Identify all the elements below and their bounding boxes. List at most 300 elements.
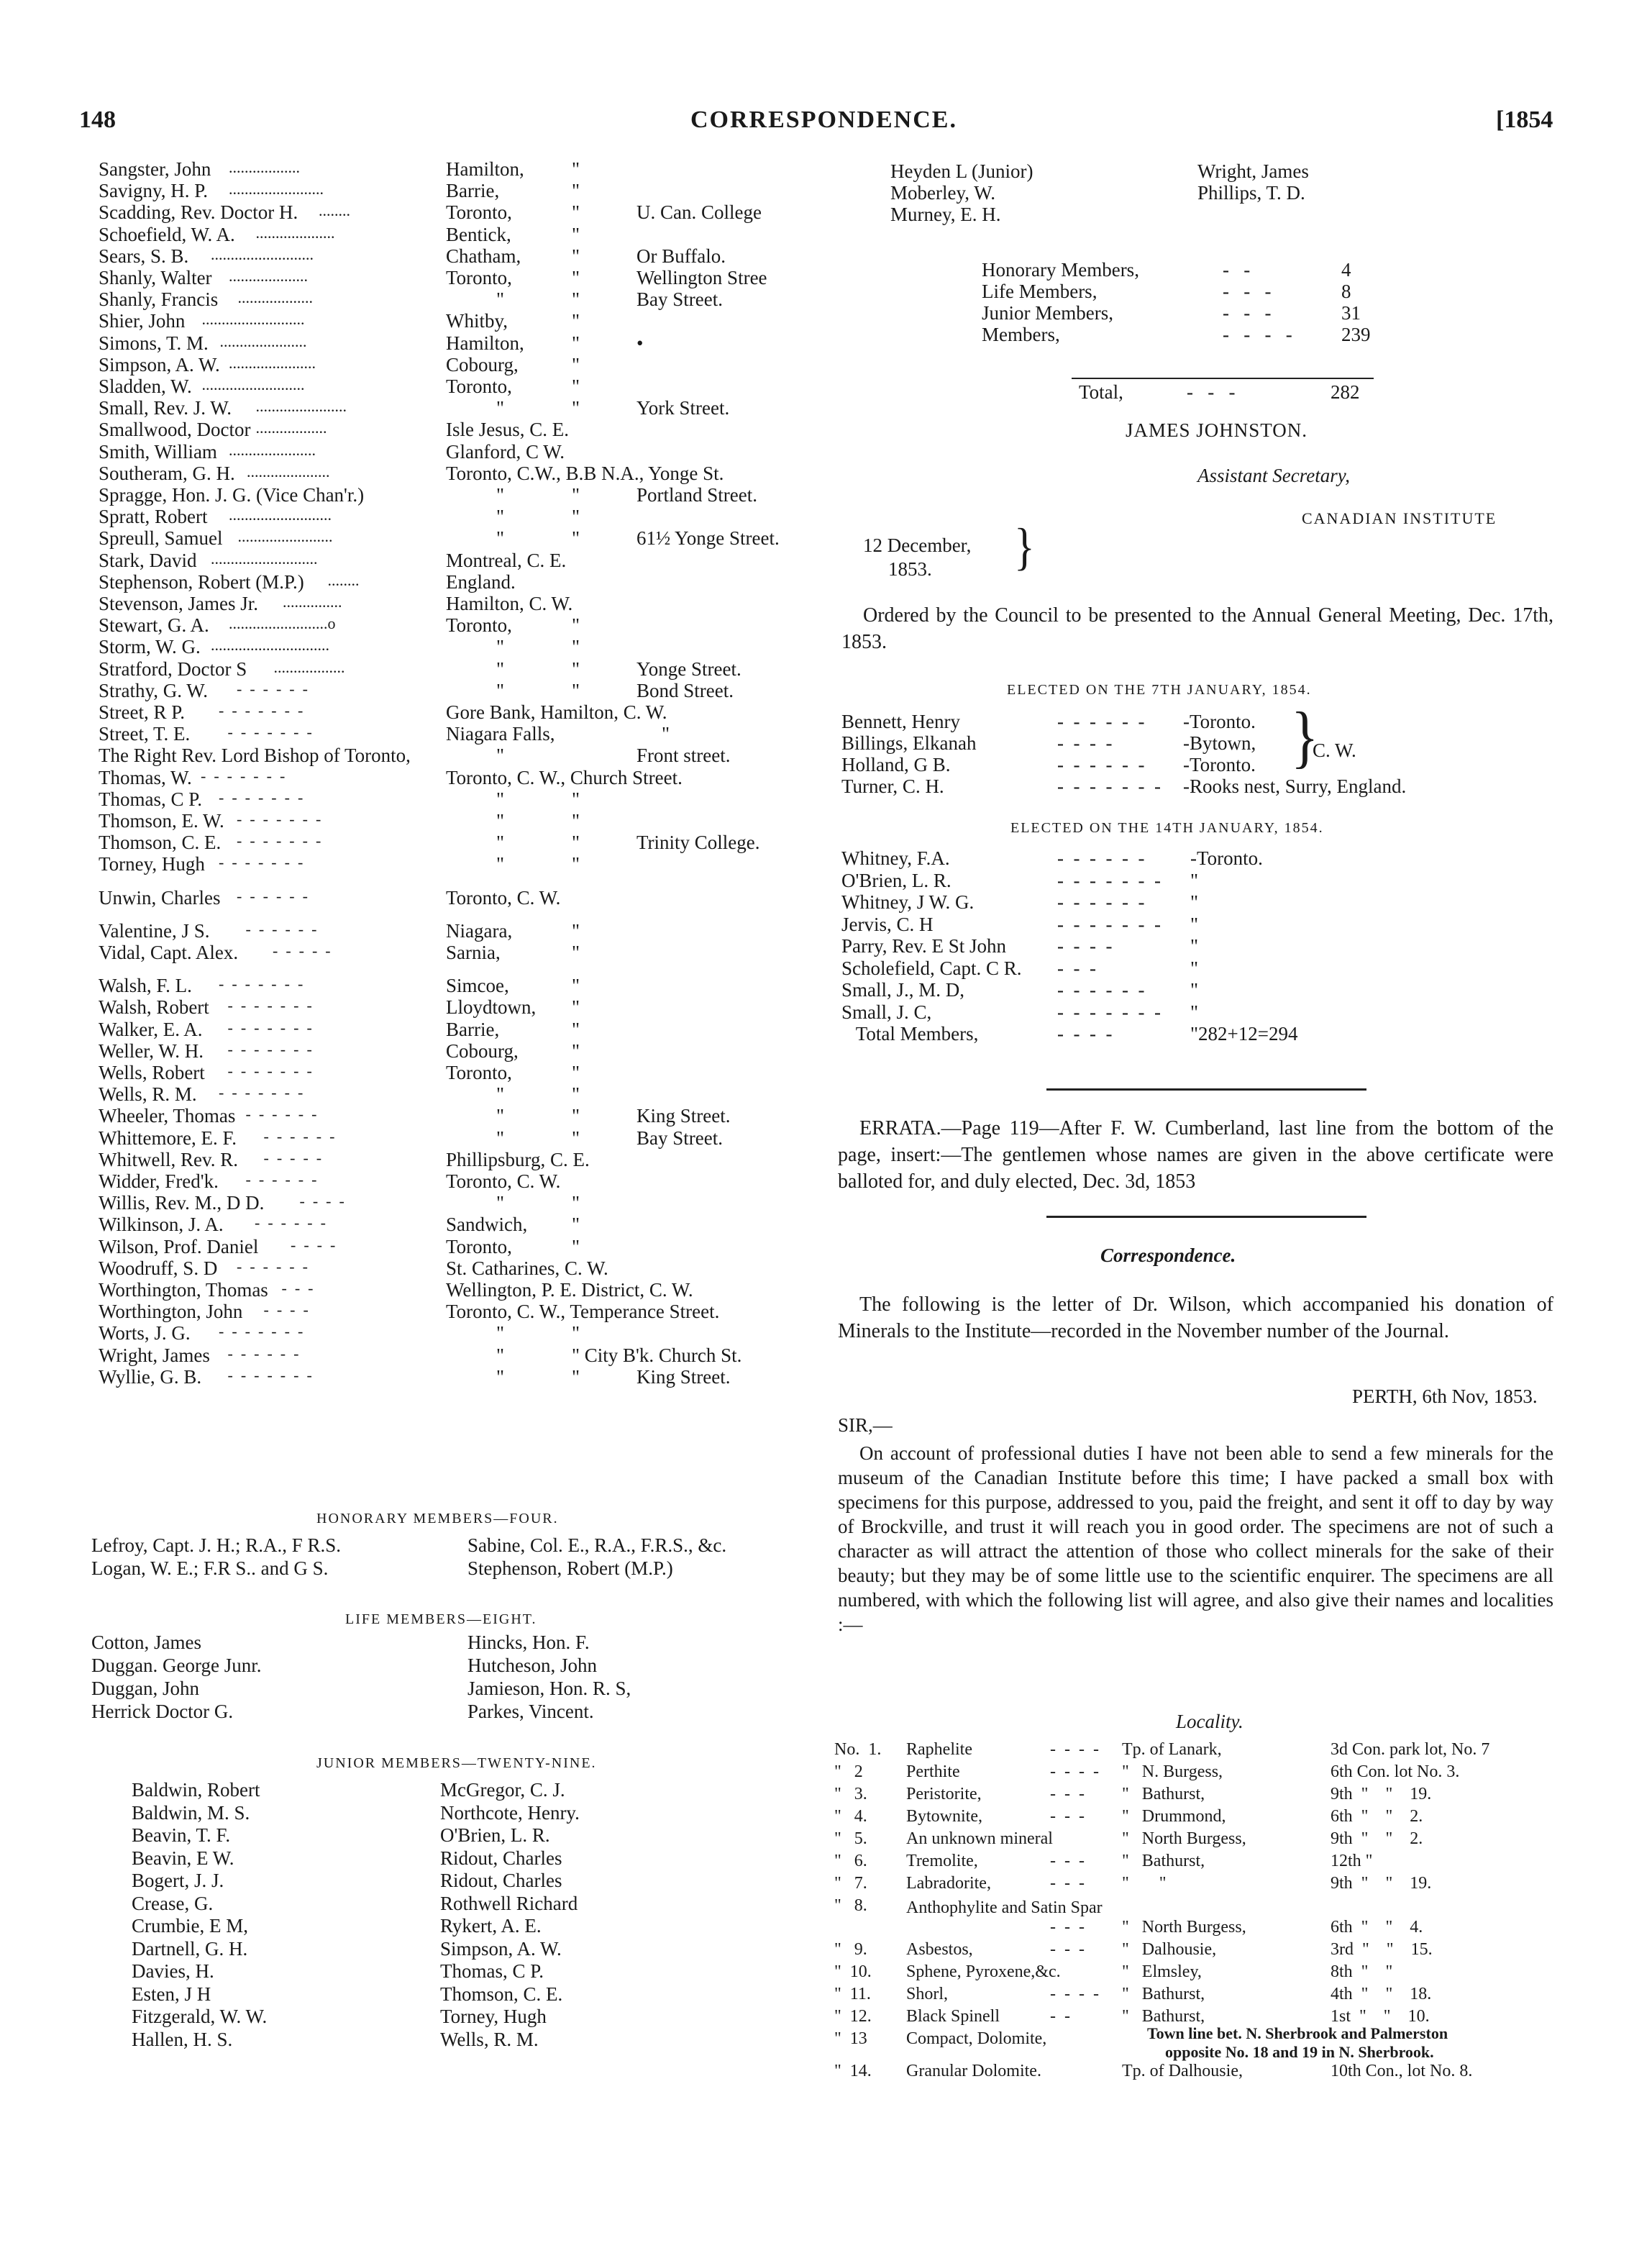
mineral-locality: " Bathurst, <box>1122 1852 1205 1870</box>
leader-dots: - - - - - - <box>237 1105 317 1124</box>
member-name: Wells, R. M. <box>99 1083 197 1106</box>
member-name: Northcote, Henry. <box>440 1801 580 1824</box>
member-name: Billings, Elkanah <box>841 732 977 754</box>
member-place: " <box>496 288 505 311</box>
member-place: " <box>496 636 505 658</box>
member-name: Simpson, A. W. <box>99 353 220 376</box>
leader-dots: ....................... <box>255 397 347 416</box>
member-street: 61½ Yonge Street. <box>636 527 780 550</box>
member-name: Widder, Fred'k. <box>99 1170 219 1192</box>
member-name: Shier, John <box>99 310 186 332</box>
member-street: Wellington Stree <box>636 267 767 288</box>
member-street: Trinity College. <box>636 832 760 854</box>
member-place: " <box>496 1322 505 1344</box>
member-place: -Toronto. <box>1183 711 1256 732</box>
leader-dots: .......................... <box>211 245 314 263</box>
member-name: Simons, T. M. <box>99 332 209 354</box>
member-name: Holland, G B. <box>841 754 951 775</box>
member-name: Crumbie, E M, <box>132 1915 248 1937</box>
member-name: Whittemore, E. F. <box>99 1127 237 1149</box>
ditto-mark: " <box>572 158 580 180</box>
leader-dots: .................... <box>229 267 308 285</box>
ditto-mark: " <box>1190 935 1199 957</box>
leader-dashes: - - - <box>1050 1940 1085 1959</box>
member-name: Crease, G. <box>132 1892 214 1914</box>
mineral-lot: 6th Con. lot No. 3. <box>1331 1762 1460 1781</box>
leader-dots: - - - - - - <box>237 1170 317 1188</box>
member-name: Beavin, E W. <box>132 1847 234 1869</box>
member-name: Bogert, J. J. <box>132 1870 224 1891</box>
member-street: Portland Street. <box>636 484 757 506</box>
member-name: Thomson, E. W. <box>99 810 224 832</box>
leader-dashes: - - - - <box>1057 1023 1113 1045</box>
member-name: Stephenson, Robert (M.P.) <box>99 570 304 593</box>
leader-dots: ...................... <box>229 440 316 459</box>
mineral-locality: " North Burgess, <box>1122 1918 1246 1937</box>
member-name: O'Brien, L. R. <box>841 869 952 891</box>
member-name: Parry, Rev. E St John <box>841 935 1006 957</box>
mineral-number: " 11. <box>834 1985 871 2003</box>
leader-dashes: - - - - - - <box>1057 711 1145 732</box>
leader-dots: ........................ <box>237 527 333 546</box>
leader-dots: - - - - - - <box>229 1257 308 1275</box>
member-name: Hincks, Hon. F. <box>467 1632 590 1653</box>
member-name: Street, R P. <box>99 701 186 723</box>
member-name: Thomson, C. E. <box>99 832 222 854</box>
member-name: Ridout, Charles <box>440 1870 562 1891</box>
member-name: Wilkinson, J. A. <box>99 1214 224 1236</box>
member-name: Small, Rev. J. W. <box>99 397 232 419</box>
member-name: Herrick Doctor G. <box>91 1701 234 1722</box>
member-place: Niagara Falls, <box>446 723 555 745</box>
member-name: Stewart, G. A. <box>99 614 209 637</box>
ditto-mark: " <box>572 975 580 997</box>
member-street: Bay Street. <box>636 1127 723 1149</box>
leader-dots: - - - - - - - <box>211 853 304 872</box>
leader-dots: - - - - - - - <box>193 766 286 785</box>
ditto-mark: " <box>572 1127 580 1149</box>
leader-dots: - - - - - - - <box>219 1039 312 1058</box>
member-place: Sarnia, <box>446 942 501 963</box>
leader-dots: .................. <box>273 657 345 676</box>
leader-dashes: - - - - <box>1223 324 1292 345</box>
mineral-locality: " N. Burgess, <box>1122 1762 1223 1781</box>
member-place: Phillipsburg, C. E. <box>446 1148 590 1170</box>
member-name: Southeram, G. H. <box>99 462 235 484</box>
member-name: Ridout, Charles <box>440 1847 562 1869</box>
leader-dots: .........................o <box>229 614 336 633</box>
mineral-lot: opposite No. 18 and 19 in N. Sherbrook. <box>1165 2043 1434 2061</box>
leader-dots: ........................ <box>229 180 324 199</box>
ditto-mark: " <box>1190 957 1199 979</box>
member-name: Esten, J H <box>132 1983 211 2005</box>
leader-dots: - - - - - - <box>255 1127 335 1145</box>
leader-dots: - - - - <box>291 1192 344 1211</box>
total-value: 282 <box>1331 381 1360 403</box>
member-place: Toronto, <box>446 201 512 224</box>
ditto-mark: " <box>572 484 580 506</box>
member-name: Beavin, T. F. <box>132 1824 231 1846</box>
ditto-mark: " <box>572 832 580 854</box>
member-place: " <box>496 788 505 810</box>
member-place: " <box>496 1344 505 1366</box>
member-place: Toronto, <box>446 1235 512 1257</box>
member-name: Wright, James <box>1197 160 1309 182</box>
ditto-mark: " <box>572 1235 580 1257</box>
ditto-mark: " <box>572 1192 580 1214</box>
member-name: Bennett, Henry <box>841 711 960 732</box>
member-name: Woodruff, S. D <box>99 1257 218 1279</box>
mineral-lot: 3d Con. park lot, No. 7 <box>1331 1740 1490 1759</box>
leader-dashes: - - - - <box>1057 935 1113 957</box>
member-street: U. Can. College <box>636 201 762 224</box>
member-name: Jamieson, Hon. R. S, <box>467 1678 631 1699</box>
total-value: 31 <box>1341 302 1361 324</box>
leader-dots: .................. <box>255 419 327 437</box>
member-place: St. Catharines, C. W. <box>446 1257 608 1279</box>
member-place: "282+12=294 <box>1190 1023 1298 1045</box>
total-label: Honorary Members, <box>982 259 1139 281</box>
member-name: Scholefield, Capt. C R. <box>841 957 1022 979</box>
leader-dots: ............... <box>283 593 342 611</box>
total-label: Junior Members, <box>982 302 1113 324</box>
ditto-mark: " <box>572 1214 580 1236</box>
member-place: " <box>496 527 505 550</box>
leader-dashes: - - - - <box>1050 1762 1099 1781</box>
leader-dashes: - - - - <box>1050 1985 1099 2003</box>
ditto-mark: " <box>572 853 580 875</box>
mineral-lot: 9th " " 19. <box>1331 1874 1432 1893</box>
member-name: Scadding, Rev. Doctor H. <box>99 201 298 224</box>
leader-dashes: - - - <box>1223 281 1272 302</box>
leader-dots: - - - - - <box>265 942 331 960</box>
member-place: Glanford, C W. <box>446 440 565 463</box>
ditto-mark: " <box>572 1018 580 1040</box>
total-label: Life Members, <box>982 281 1097 302</box>
ditto-mark: " <box>572 942 580 963</box>
mineral-lot: 1st " " 10. <box>1331 2007 1430 2026</box>
leader-dashes: - - <box>1050 2007 1070 2026</box>
leader-dashes: - - - - - - - <box>1057 869 1161 891</box>
ditto-mark: " <box>572 1365 580 1388</box>
member-place: -Rooks nest, Surry, England. <box>1183 775 1407 797</box>
mineral-name: Granular Dolomite. <box>906 2062 1041 2080</box>
member-name: McGregor, C. J. <box>440 1779 565 1801</box>
mineral-locality: Tp. of Lanark, <box>1122 1740 1222 1759</box>
leader-dots: - - - - <box>255 1301 309 1319</box>
leader-dots: - - - - - - - <box>211 1083 304 1102</box>
leader-dashes: - - - <box>1050 1852 1085 1870</box>
leader-dots: .......................... <box>201 310 305 329</box>
member-name: Wilson, Prof. Daniel <box>99 1235 259 1257</box>
letter-body: On account of professional duties I have not been able to send a few minerals for the museum of the Canadian Institute before this time; I have packed a small box with specimens for this purpose, addressed to you, paid the freight, and sent it off to day by way of Brockville, and trust it will reach you in good order. The specimens are not of such a character as will attract the attention of those who collect minerals for the sake of their beauty; but they may be of some little use to the scientific enquirer. The specimens are all numbered, with which the following list will agree, and also give their names and localities :— <box>838 1442 1553 1635</box>
mineral-lot: 4th " " 18. <box>1331 1985 1432 2003</box>
date-line-1: 12 December, <box>863 534 972 556</box>
member-name: Hallen, H. S. <box>132 2028 233 2050</box>
mineral-name: Tremolite, <box>906 1852 978 1870</box>
leader-dots: ................... <box>237 288 313 307</box>
member-place: " <box>496 506 505 528</box>
leader-dots: - - - - - - - <box>211 788 304 806</box>
member-place: Barrie, <box>446 1018 500 1040</box>
member-name: The Right Rev. Lord Bishop of Toronto, <box>99 745 411 767</box>
honorary-heading: HONORARY MEMBERS—FOUR. <box>316 1511 559 1526</box>
leader-dashes: - - - <box>1050 1785 1085 1803</box>
member-name: Walsh, Robert <box>99 996 209 1019</box>
ditto-mark: " <box>572 506 580 528</box>
ditto-mark: " <box>572 1062 580 1083</box>
member-place: -Bytown, <box>1183 732 1256 754</box>
leader-dashes: - - - - - - - <box>1057 1001 1161 1023</box>
member-place: " <box>496 1105 505 1127</box>
member-name: Moberley, W. <box>890 182 995 204</box>
member-place: " <box>496 745 505 767</box>
leader-dots: - - - - - - - <box>219 1062 312 1080</box>
member-place: Toronto, <box>446 376 512 397</box>
leader-dots: - - - - - - - <box>219 723 312 742</box>
member-name: Unwin, Charles <box>99 886 221 909</box>
ditto-mark: " <box>572 788 580 810</box>
member-name: Worts, J. G. <box>99 1322 191 1344</box>
page-number: 148 <box>79 106 116 133</box>
leader-dots: - - - - - - - <box>229 832 321 850</box>
leader-dots: - - - - - - - <box>229 810 321 828</box>
mineral-lot: 3rd " " 15. <box>1331 1940 1433 1959</box>
member-name: Logan, W. E.; F.R S.. and G S. <box>91 1557 329 1579</box>
member-name: Smith, William <box>99 440 217 463</box>
member-name: Small, J. C, <box>841 1001 932 1023</box>
ditto-mark: " <box>1190 891 1199 913</box>
ditto-mark: " <box>572 376 580 397</box>
mineral-name: Peristorite, <box>906 1785 982 1803</box>
member-name: Stevenson, James Jr. <box>99 593 258 614</box>
member-name: Simpson, A. W. <box>440 1937 562 1960</box>
member-name: Walsh, F. L. <box>99 975 192 997</box>
member-place: Montreal, C. E. <box>446 549 567 571</box>
junior-heading: JUNIOR MEMBERS—TWENTY-NINE. <box>316 1755 597 1771</box>
member-name: Thomas, W. <box>99 766 192 788</box>
ditto-mark: " <box>572 636 580 658</box>
mineral-locality: " North Burgess, <box>1122 1829 1246 1848</box>
leader-dots: - - - - - - <box>229 886 308 905</box>
leader-dots: ........................... <box>211 549 318 568</box>
member-place: -Toronto. <box>1190 847 1263 869</box>
leader-dashes: - - - - - - <box>1057 754 1145 775</box>
member-name: Torney, Hugh <box>99 853 205 875</box>
leader-dashes: - - - <box>1223 302 1272 324</box>
member-place: " <box>496 1083 505 1106</box>
member-place: " <box>496 832 505 854</box>
leader-dots: .......................... <box>229 506 332 524</box>
mineral-lot: 6th " " 2. <box>1331 1807 1423 1826</box>
member-name: Whitney, F.A. <box>841 847 950 869</box>
ditto-mark: " <box>572 1105 580 1127</box>
total-value: 239 <box>1341 324 1371 345</box>
member-place: England. <box>446 570 516 593</box>
letter-date: PERTH, 6th Nov, 1853. <box>1352 1385 1538 1407</box>
ditto-mark: " <box>662 723 670 745</box>
leader-dashes: - - - - <box>1057 732 1113 754</box>
mineral-locality: " Bathurst, <box>1122 2007 1205 2026</box>
member-place: Chatham, <box>446 245 521 267</box>
member-name: Willis, Rev. M., D D. <box>99 1192 265 1214</box>
leader-dashes: - - - - - - <box>1057 891 1145 913</box>
member-name: Walker, E. A. <box>99 1018 203 1040</box>
mineral-number: " 13 <box>834 2029 867 2048</box>
ditto-mark: " City B'k. Church St. <box>572 1344 742 1366</box>
ditto-mark: " <box>1190 1001 1199 1023</box>
member-place: Toronto, C. W. <box>446 1170 561 1192</box>
member-place: Whitby, <box>446 310 508 332</box>
date-brace: } <box>1014 518 1035 575</box>
mineral-locality: " Drummond, <box>1122 1807 1226 1826</box>
member-street: King Street. <box>636 1365 731 1388</box>
elected-1-heading: ELECTED ON THE 7TH JANUARY, 1854. <box>1007 682 1312 698</box>
member-name: Total Members, <box>841 1023 979 1045</box>
ditto-mark: " <box>572 614 580 637</box>
member-name: Wright, James <box>99 1344 210 1366</box>
member-place: Toronto, <box>446 614 512 637</box>
divider-1 <box>1046 1088 1366 1091</box>
mineral-name: Sphene, Pyroxene,&c. <box>906 1962 1061 1981</box>
ditto-mark: " <box>572 527 580 550</box>
mineral-lot: 10th Con., lot No. 8. <box>1331 2062 1473 2080</box>
member-name: Fitzgerald, W. W. <box>132 2006 268 2027</box>
mineral-number: " 9. <box>834 1940 867 1959</box>
ditto-mark: " <box>572 267 580 288</box>
total-label: Members, <box>982 324 1060 345</box>
member-name: Dartnell, G. H. <box>132 1937 248 1960</box>
mineral-locality: Tp. of Dalhousie, <box>1122 2062 1243 2080</box>
leader-dots: ........ <box>319 201 350 220</box>
ditto-mark: " <box>572 996 580 1019</box>
member-name: Lefroy, Capt. J. H.; R.A., F R.S. <box>91 1534 342 1556</box>
member-name: Hutcheson, John <box>467 1655 597 1676</box>
total-dashes: - - - <box>1187 381 1236 403</box>
member-place: Hamilton, <box>446 158 524 180</box>
leader-dots: .......................... <box>201 376 305 393</box>
salutation: SIR,— <box>838 1414 893 1436</box>
member-name: Vidal, Capt. Alex. <box>99 942 239 963</box>
member-street: York Street. <box>636 397 730 419</box>
member-name: Valentine, J S. <box>99 919 210 942</box>
leader-dashes: - - - <box>1050 1874 1085 1893</box>
council-order: Ordered by the Council to be presented to the Annual General Meeting, Dec. 17th, 1853. <box>841 604 1553 653</box>
page-year: [1854 <box>1496 106 1553 133</box>
leader-dashes: - - - - - - <box>1057 979 1145 1001</box>
leader-dashes: - - - - - - - <box>1057 913 1161 935</box>
member-name: Baldwin, M. S. <box>132 1801 250 1824</box>
member-name: O'Brien, L. R. <box>440 1824 550 1846</box>
member-place: Gore Bank, Hamilton, C. W. <box>446 701 667 723</box>
mineral-number: " 14. <box>834 2062 872 2080</box>
member-name: Sabine, Col. E., R.A., F.R.S., &c. <box>467 1534 727 1556</box>
member-name: Wyllie, G. B. <box>99 1365 202 1388</box>
leader-dots: - - - - - - - <box>219 1365 312 1384</box>
mineral-name: Bytownite, <box>906 1807 982 1826</box>
member-place: Sandwich, <box>446 1214 528 1236</box>
member-name: Spragge, Hon. J. G. (Vice Chan'r.) <box>99 484 365 506</box>
member-name: Weller, W. H. <box>99 1039 204 1062</box>
leader-dots: ........ <box>327 570 360 589</box>
member-place: " <box>496 657 505 680</box>
member-place: " <box>496 1365 505 1388</box>
leader-dots: .............................. <box>211 636 329 655</box>
mineral-locality: " Bathurst, <box>1122 1985 1205 2003</box>
ditto-mark: " <box>572 657 580 680</box>
intro-paragraph: The following is the letter of Dr. Wilson, which accompanied his donation of Minerals to the Institute—recorded in the November number of the Journal. <box>838 1293 1553 1342</box>
life-heading: LIFE MEMBERS—EIGHT. <box>345 1611 537 1627</box>
mineral-locality: " Bathurst, <box>1122 1785 1205 1803</box>
correspondence-heading: Correspondence. <box>1100 1245 1236 1266</box>
member-name: Shanly, Francis <box>99 288 219 311</box>
ditto-mark: " <box>1190 913 1199 935</box>
member-place: Toronto, C. W., Church Street. <box>446 766 683 788</box>
member-place: Cobourg, <box>446 1039 519 1062</box>
ditto-mark: " <box>572 223 580 245</box>
member-name: Sladden, W. <box>99 376 192 397</box>
member-street: • <box>636 332 644 354</box>
leader-dashes: - - - - <box>1050 1740 1099 1759</box>
leader-dashes: - - - <box>1050 1807 1085 1826</box>
member-name: Rothwell Richard <box>440 1892 578 1914</box>
member-name: Cotton, James <box>91 1632 201 1653</box>
total-value: 4 <box>1341 259 1351 281</box>
member-name: Thomas, C P. <box>99 788 203 810</box>
date-line-2: 1853. <box>888 558 932 580</box>
ditto-mark: " <box>572 1083 580 1106</box>
leader-dashes: - - <box>1223 259 1251 281</box>
member-name: Phillips, T. D. <box>1197 182 1305 204</box>
leader-dashes: - - - - - - <box>1057 847 1145 869</box>
leader-dots: .................... <box>255 223 335 242</box>
mineral-number: " 4. <box>834 1807 867 1826</box>
mineral-locality: Town line bet. N. Sherbrook and Palmerston <box>1147 2024 1448 2042</box>
ditto-mark: " <box>572 810 580 832</box>
member-street: Bay Street. <box>636 288 723 311</box>
leader-dots: - - - - - - - <box>211 1322 304 1341</box>
member-name: Turner, C. H. <box>841 775 944 797</box>
mineral-number: No. 1. <box>834 1740 882 1759</box>
ditto-mark: " <box>572 1039 580 1062</box>
mineral-lot: 8th " " <box>1331 1962 1393 1981</box>
leader-dots: - - - <box>273 1279 314 1297</box>
member-name: Savigny, H. P. <box>99 180 209 202</box>
mineral-name: Shorl, <box>906 1985 949 2003</box>
member-name: Shanly, Walter <box>99 267 212 288</box>
member-place: Wellington, P. E. District, C. W. <box>446 1279 693 1301</box>
leader-dots: - - - - - - <box>247 1214 326 1232</box>
mineral-name: An unknown mineral <box>906 1829 1053 1848</box>
mineral-name: Perthite <box>906 1762 960 1781</box>
member-name: Spratt, Robert <box>99 506 208 528</box>
total-value: 8 <box>1341 281 1351 302</box>
member-place: Hamilton, C. W. <box>446 593 573 614</box>
leader-dashes: - - - - - - - <box>1057 775 1161 797</box>
leader-dashes: - - - <box>1057 957 1096 979</box>
member-place: Simcoe, <box>446 975 509 997</box>
member-name: Smallwood, Doctor <box>99 419 251 441</box>
member-place: Toronto, <box>446 267 512 288</box>
member-name: Whitwell, Rev. R. <box>99 1148 238 1170</box>
member-place: Toronto, <box>446 1062 512 1083</box>
member-place: Cobourg, <box>446 353 519 376</box>
leader-dots: - - - - - - - <box>219 1018 312 1037</box>
member-name: Sangster, John <box>99 158 211 180</box>
member-name: Worthington, Thomas <box>99 1279 268 1301</box>
member-place: Lloydtown, <box>446 996 537 1019</box>
member-name: Thomas, C P. <box>440 1960 544 1982</box>
